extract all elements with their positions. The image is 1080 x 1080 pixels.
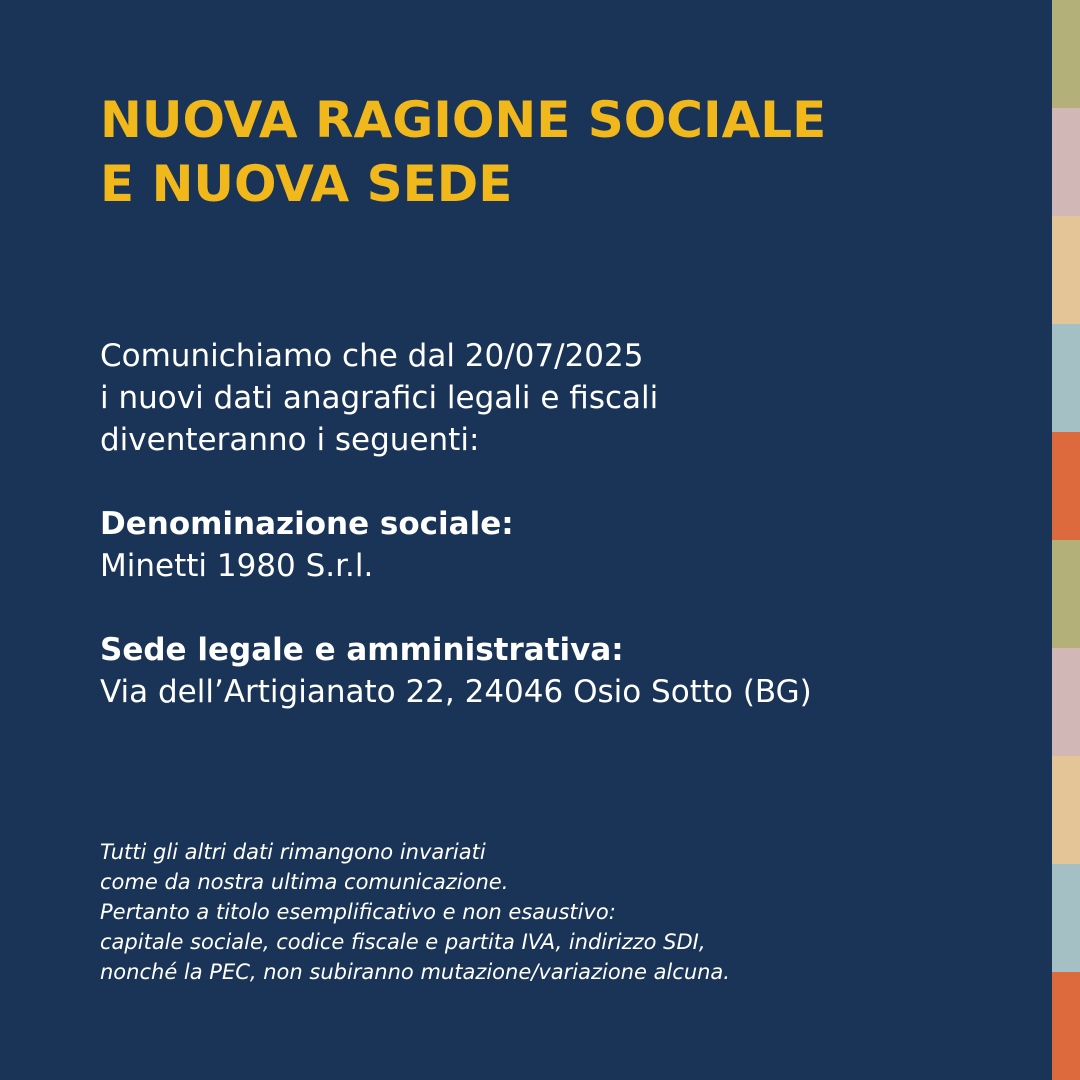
footnote xyxy=(100,837,1000,987)
denominazione-label: Denominazione sociale: xyxy=(100,506,514,542)
intro-line-3: diventeranno i seguenti: xyxy=(100,422,480,458)
stripe-segment xyxy=(1052,756,1080,864)
footnote-line-5: nonché la PEC, non subiranno mutazione/variazione alcuna. xyxy=(100,960,730,984)
footnote-line-2: come da nostra ultima comunicazione. xyxy=(100,870,509,894)
intro-paragraph xyxy=(100,335,1000,461)
stripe-segment xyxy=(1052,864,1080,972)
intro-line-1: Comunichiamo che dal 20/07/2025 xyxy=(100,338,644,374)
intro-line-2: i nuovi dati anagrafici legali e fiscali xyxy=(100,380,659,416)
title-line-2: E NUOVA SEDE xyxy=(100,155,513,213)
color-stripe xyxy=(1052,0,1080,1080)
stripe-segment xyxy=(1052,648,1080,756)
denominazione-block xyxy=(100,503,1000,587)
sede-label: Sede legale e amministrativa: xyxy=(100,632,624,668)
sede-value: Via dell’Artigianato 22, 24046 Osio Sotto (BG) xyxy=(100,674,812,710)
title-line-1: NUOVA RAGIONE SOCIALE xyxy=(100,91,827,149)
stripe-segment xyxy=(1052,324,1080,432)
footnote-line-3: Pertanto a titolo esemplificativo e non esaustivo: xyxy=(100,900,616,924)
page-title xyxy=(100,88,1000,216)
footnote-line-1: Tutti gli altri dati rimangono invariati xyxy=(100,840,486,864)
denominazione-value: Minetti 1980 S.r.l. xyxy=(100,548,374,584)
stripe-segment xyxy=(1052,540,1080,648)
sede-block xyxy=(100,629,1000,713)
stripe-segment xyxy=(1052,432,1080,540)
stripe-segment xyxy=(1052,108,1080,216)
footnote-line-4: capitale sociale, codice fiscale e partita IVA, indirizzo SDI, xyxy=(100,930,706,954)
stripe-segment xyxy=(1052,0,1080,108)
stripe-segment xyxy=(1052,972,1080,1080)
stripe-segment xyxy=(1052,216,1080,324)
